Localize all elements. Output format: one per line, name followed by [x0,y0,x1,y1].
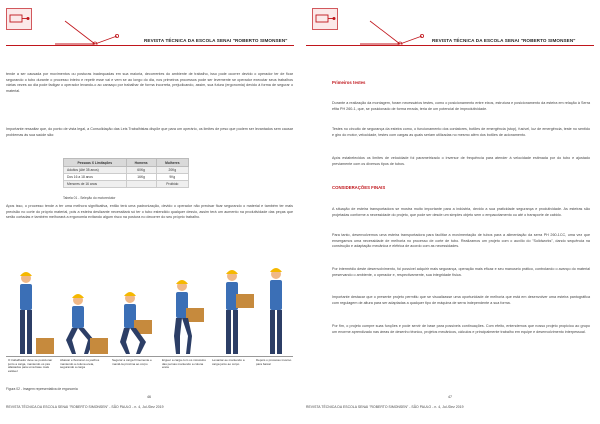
table-header-cell: Homens [126,159,156,167]
figure-annotation: O trabalhador deve se posicionar junto a carga, mantendo os pés afastados para uma base mais estável [8,359,53,373]
table-cell [126,181,156,188]
table-row [64,167,189,174]
table-cell: Dos 16 a 18 anos [64,174,127,181]
figure-caption: Figura 02 - Imagem representativa de ergonomia [6,387,78,391]
right-paragraph-3: Após estabelecidos os limites de velocidade foi parametrizado o inversor de frequência para atender à velocidade estimada por do tubo e ajustado previamente com os diversos tipos de tubos. [332,156,590,166]
left-paragraph-1: tende a ser causada por movimentos ou posturas inadequadas em sua maioria, decorrentes do ambiente de trabalho, isso pode ocorrer devido o operador ter de ficar segurando o tubo durante o processo inteiro e repetir esse vai e vem se ao longo do dia, nos primeiros processos pode ser levemente se operador executar seus trabalhos várias vezes ao dia pode fadigar o operador levando-o ao cansaço por trabalhar de forma incorreta, prejudicando, assim, sua futura (ergonomia) devido à forma de segurar o material. [6,72,293,93]
table-cell: Proibido [156,181,188,188]
right-paragraph-8: Por fim, o projeto cumpre suas funções e pode servir de base para possíveis continuações. Com efeito, entendemos que nosso projeto propiciou ao grupo um enorme aprendizado nas áreas de desenho técnico, projetos mecânicos, cálculos e principalmente trabalho em equipe e desenvolvimento interpessoal. [332,324,590,334]
page-number-right: 47 [448,395,452,399]
right-paragraph-6: Por intermédio deste desenvolvimento, foi possível adquirir mais segurança, operação mais eficaz e seu manuseio prático, controlando o avanço do material preservando o ambiente, o operador e, respectivamente, sua integridade física. [332,267,590,277]
right-paragraph-2: Testes no circuito de segurança da esteira como, o funcionamento dos contatores, botões de emergência (stop), fusível, luz de emergência, teste no sentido e giro do motor, velocidade, testes com cargas as quais seriam utilizadas no mesmo além dos botões de acionamento. [332,127,590,137]
footer-right: REVISTA TÉCNICA DA ESCOLA SENAI "ROBERTO SIMONSEN" - SÃO PAULO - n. 4, Jul./Dez 2019 [306,405,464,409]
figure-annotation: Levantar-se mantendo a carga junto ao corpo [212,359,245,366]
table-header-row [64,159,189,167]
table-cell: 16Kg [126,174,156,181]
section-title-consideracoes-finais: CONSIDERAÇÕES FINAIS [332,185,386,190]
right-paragraph-1: Durante a realização da montagem, foram necessários testes, como o posicionamento entre eixos, estrutura e posicionamento da esteira em relação à Serra efita PH 260-1, que, se posicionado de forma errada, teria de um potencial de improdutividade. [332,101,590,111]
header-decoration-right [360,16,430,46]
table-cell: 20Kg [156,167,188,174]
table-cell: Menores de 16 anos [64,181,127,188]
table-row [64,181,189,188]
figure-annotation: Segurar a carga firmemente e mantê-la próxima ao corpo [112,359,152,366]
page-number-left: 46 [147,395,151,399]
figure-annotation: Erguer a carga com os músculos das pernas mantendo a coluna ereta [162,359,206,370]
footer-left: REVISTA TÉCNICA DA ESCOLA SENAI "ROBERTO SIMONSEN" - SÃO PAULO - n. 4, Jul./Dez 2019 [6,405,164,409]
left-paragraph-2: Importante ressaltar que, do ponto de vista legal, a Consolidação das Leis Trabalhistas dispõe que para um operário, os limites de peso que podem ser levantados sem causar problemas às sua saúde são: [6,127,293,137]
left-paragraph-3: Apos isso, o processo tende a ter uma melhora significativa, então terá uma padronização, devido o operador não precisar ficar segurando o material e também ter mais precisão no corte do próprio material, pois a esteira deslizante necessitará só ter o tubo estendido qualquer desvio, assim terá um aumento na produtividade das peças que serão cortadas e também melhorará a ergonomia evitando algum risco na postura no decorrer do seu próprio trabalho. [6,204,293,220]
load-limits-table [63,158,189,188]
table-cell: Adultos (Até 35 anos) [64,167,127,174]
header-title-left: REVISTA TÉCNICA DA ESCOLA SENAI "ROBERTO SIMONSEN" [144,38,288,43]
section-title-primeiros-testes: Primeiros testes [332,80,366,85]
worker-figure-2 [66,294,108,354]
table-header-cell: Mulheres [156,159,188,167]
right-paragraph-4: A situação de esteira transportadora se mostra muito importante para a indústria, devido a sua praticidade segurança e produtividade. As esteiras são projetadas conforme a necessidade do projeto, que pode ser desde um simples objeto sem o empacotamento ou até o transporte de cabido. [332,207,590,217]
right-paragraph-5: Para tanto, desenvolvemos uma esteira transportadora para facilitar a movimentação de tubos para a alimentação da serra PH 260-1CC, uma vez que ensergamos uma necessidade de melhoria no processo de corte de tubo. Realizamos um projeto com o auxílio do "Solidworks", dando sequência na construção e adaptação mecânica e elétrica de acordo com as necessidades. [332,233,590,249]
header-title-right: REVISTA TÉCNICA DA ESCOLA SENAI "ROBERTO SIMONSEN" [432,38,576,43]
table-header-cell: Pessoas X Limitações [64,159,127,167]
worker-figure-1 [20,272,54,354]
table-row [64,174,189,181]
ergonomics-figure [6,264,293,386]
table-cell: 60Kg [126,167,156,174]
header-decoration-left [55,16,125,46]
right-paragraph-7: Importante destacar que o presente projeto permitiu que se visualizasse uma oportunidade de melhoria que está em desenvolver uma esteira pantográfica com regulagem de altura para ser adaptadas a qualquer tipo de máquina de serra independente a sua forma. [332,295,590,305]
header-rule-right [306,45,594,46]
table-caption: Tabela 01 - Seleção do motoredutor [63,196,116,200]
worker-figure-4 [174,280,204,354]
figure-annotation: Abaixar e flexionar os joelhos mantendo a coluna ereta, segurando a carga [60,359,100,370]
magazine-logo-icon [312,8,338,30]
header-rule-left [6,45,294,46]
worker-figure-3 [120,292,152,354]
table-cell: 9Kg [156,174,188,181]
magazine-logo-icon [6,8,32,30]
figure-annotation: Depois o processo inverso para baixar [256,359,292,366]
worker-figure-6 [270,268,282,354]
worker-figure-5 [226,270,254,354]
